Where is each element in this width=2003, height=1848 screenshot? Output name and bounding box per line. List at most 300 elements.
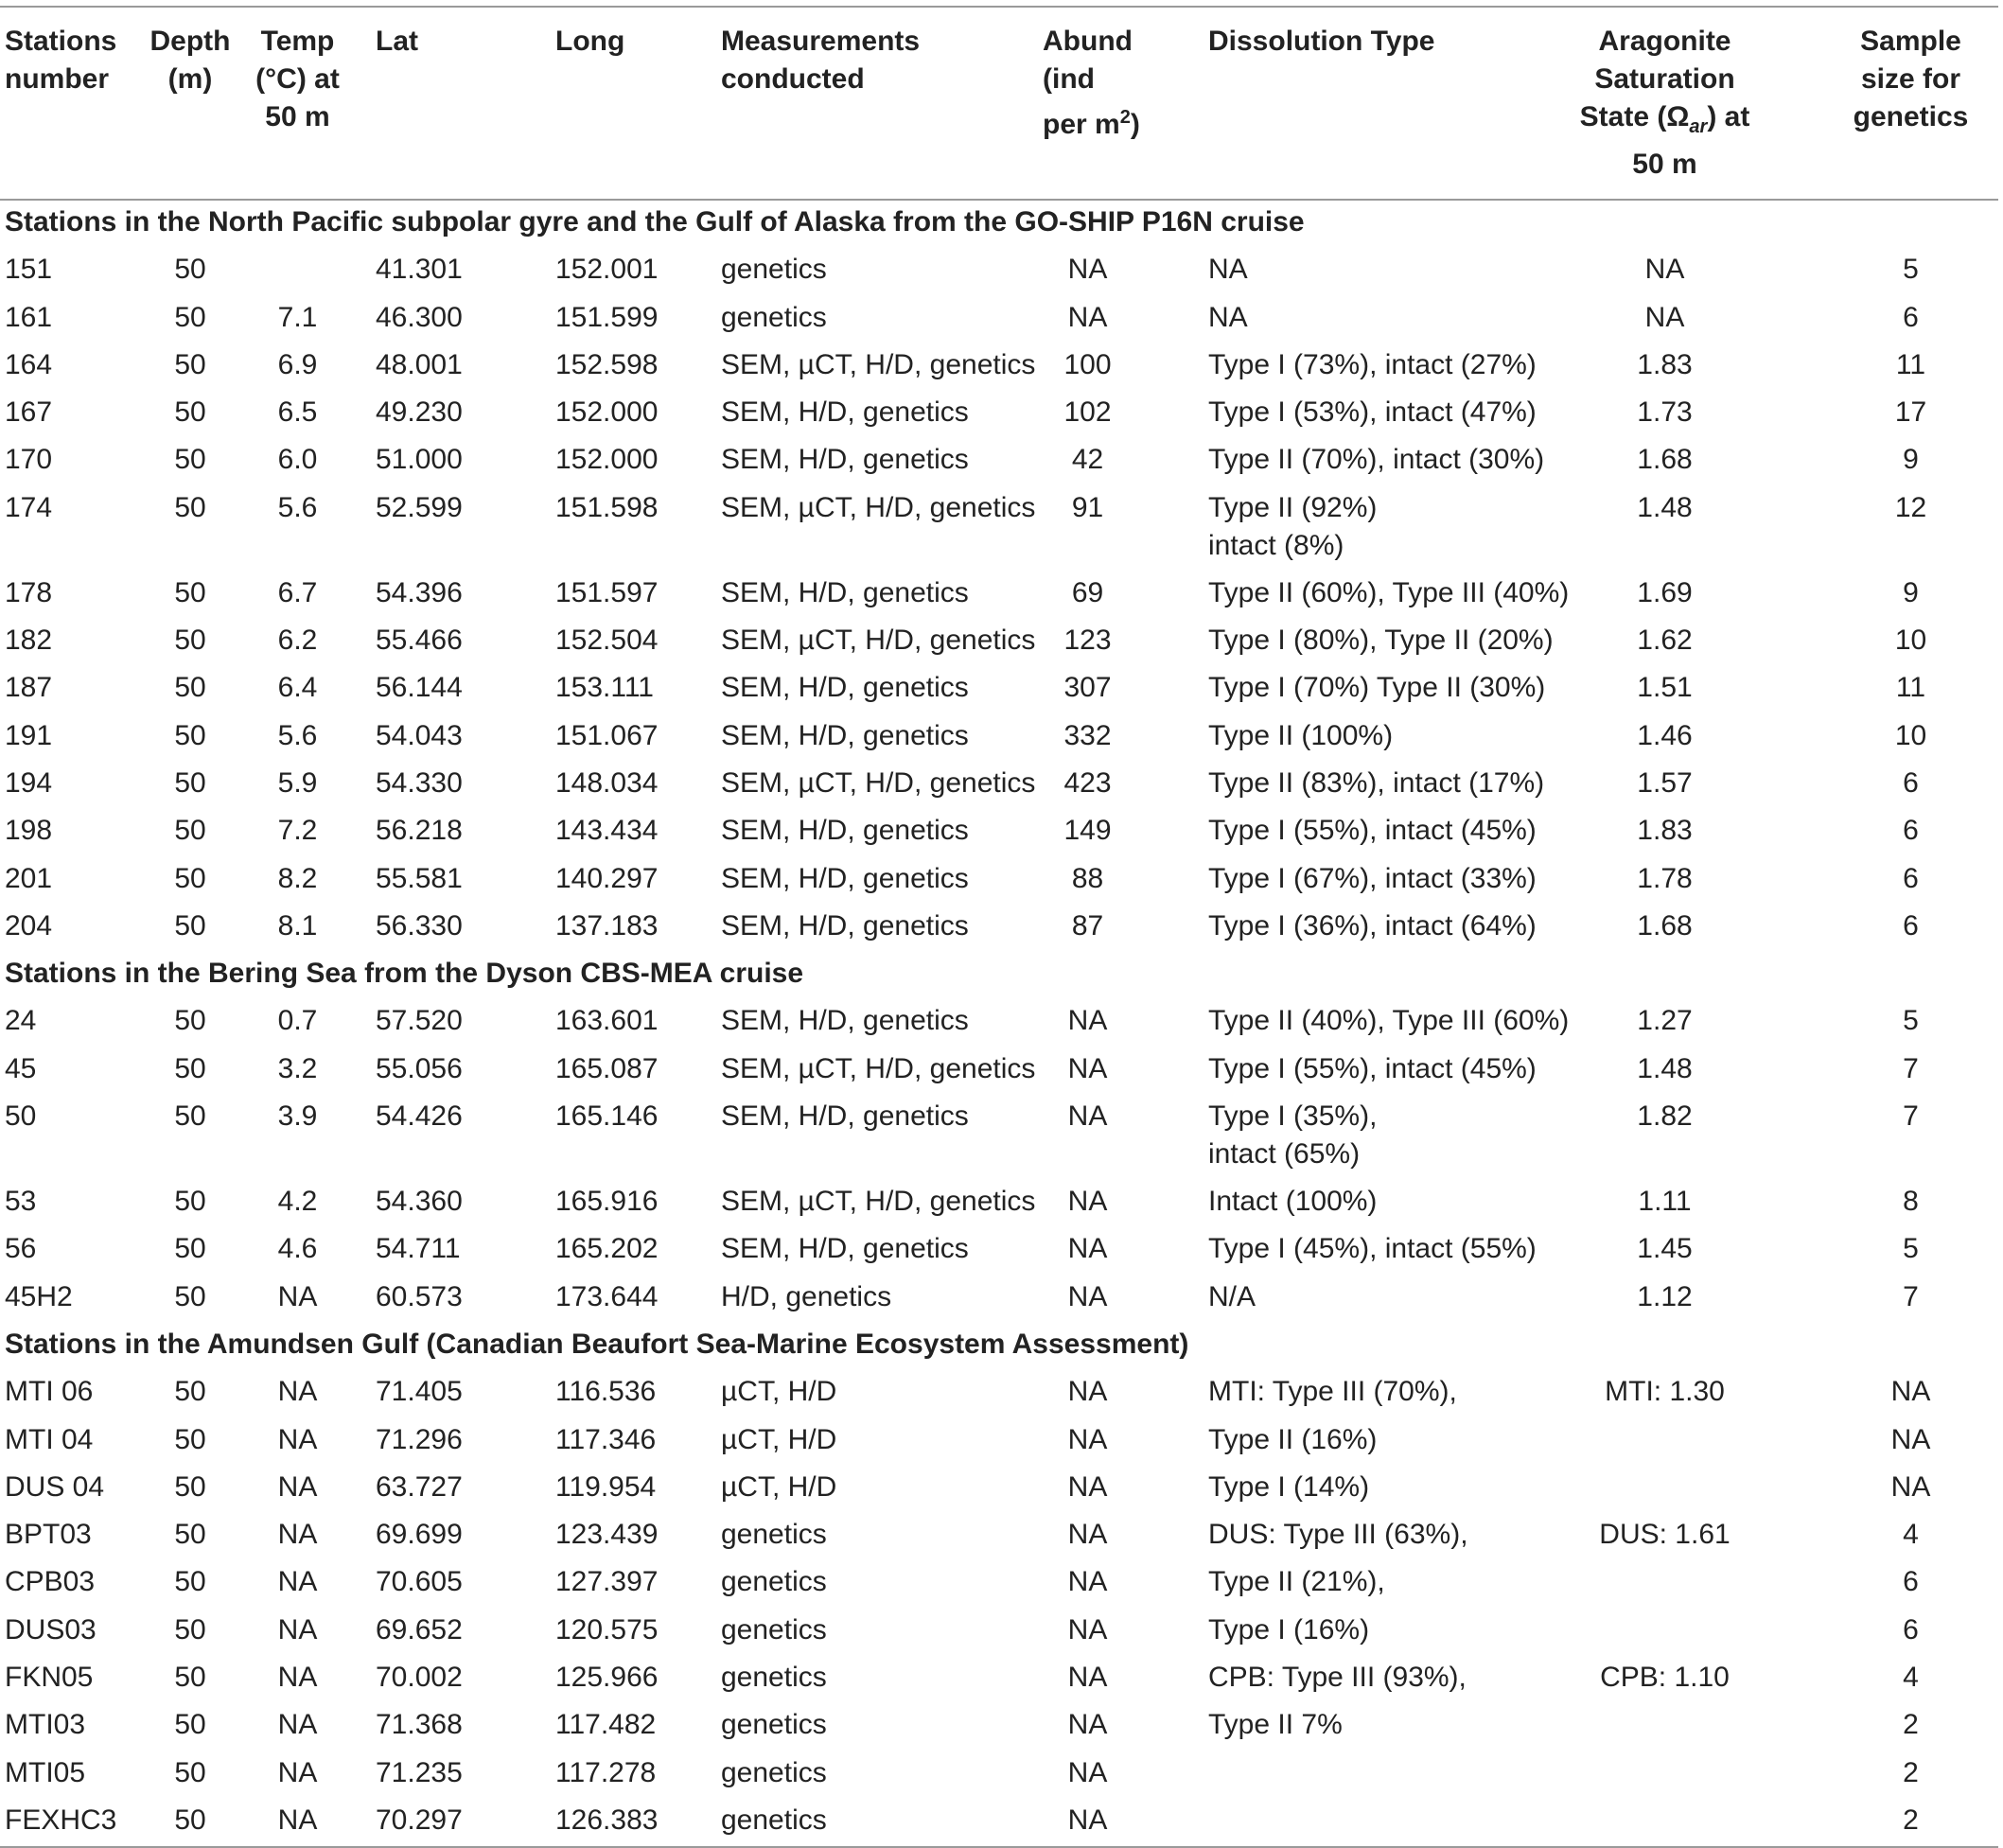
header-depth: Depth (m) <box>149 26 231 95</box>
cell-aragonite: 1.83 <box>1637 348 1693 380</box>
dissolution-line: Type II (60%), Type III (40%) <box>1208 576 1570 608</box>
cell-long: 148.034 <box>555 766 659 799</box>
cell-long: 151.599 <box>555 301 659 333</box>
dissolution-line: Type I (73%), intact (27%) <box>1208 348 1537 380</box>
table-row <box>0 1560 1998 1608</box>
cell-lat: 48.001 <box>376 348 463 380</box>
cell-station: 45H2 <box>5 1280 73 1312</box>
cell-temp: NA <box>277 1519 318 1551</box>
cell-sample-size: 6 <box>1903 1613 1919 1646</box>
cell-abundance: NA <box>1067 1376 1108 1408</box>
cell-dissolution <box>1189 714 1563 762</box>
cell-dissolution <box>1189 343 1563 391</box>
cell-lat: 56.330 <box>376 909 463 942</box>
cell-long: 165.202 <box>555 1233 659 1265</box>
cell-long: 123.439 <box>555 1519 659 1551</box>
cell-temp: NA <box>277 1423 318 1455</box>
cell-temp: NA <box>277 1280 318 1312</box>
table-row <box>0 1466 1998 1513</box>
cell-abundance: 102 <box>1063 396 1112 429</box>
cell-abundance: NA <box>1067 1566 1108 1598</box>
cell-aragonite: 1.68 <box>1637 909 1693 942</box>
table-row <box>0 572 1998 619</box>
cell-temp: 7.2 <box>277 815 318 847</box>
cell-lat: 46.300 <box>376 301 463 333</box>
header-measurements: Measurements conducted <box>721 26 921 95</box>
cell-abundance: NA <box>1067 1100 1108 1133</box>
cell-dissolution <box>1189 809 1563 856</box>
cell-long: 116.536 <box>555 1376 657 1408</box>
cell-depth: 50 <box>174 862 206 894</box>
cell-sample-size: 5 <box>1903 1233 1919 1265</box>
cell-lat: 71.235 <box>376 1756 463 1788</box>
cell-abundance: 423 <box>1063 766 1112 799</box>
cell-aragonite: 1.11 <box>1638 1186 1692 1218</box>
cell-sample-size: 9 <box>1903 444 1919 476</box>
cell-dissolution <box>1189 1418 1563 1466</box>
cell-station: 182 <box>5 625 53 657</box>
cell-station: 178 <box>5 576 53 608</box>
cell-dissolution <box>1189 1656 1563 1703</box>
cell-temp: NA <box>277 1470 318 1503</box>
cell-long: 137.183 <box>555 909 659 942</box>
cell-dissolution <box>1189 1047 1563 1095</box>
cell-lat: 51.000 <box>376 444 463 476</box>
dissolution-line-continued: intact (65%) <box>1208 1138 1361 1170</box>
cell-lat: 71.296 <box>376 1423 463 1455</box>
cell-station: FKN05 <box>5 1662 94 1694</box>
table-row <box>0 1276 1998 1323</box>
cell-depth: 50 <box>174 1280 206 1312</box>
cell-station: 24 <box>5 1005 37 1037</box>
cell-long: 140.297 <box>555 862 659 894</box>
cell-lat: 55.466 <box>376 625 463 657</box>
cell-temp: 7.1 <box>277 301 318 333</box>
cell-temp: 6.9 <box>277 348 318 380</box>
cell-lat: 55.581 <box>376 862 463 894</box>
cell-station: 170 <box>5 444 53 476</box>
cell-measurements: SEM, H/D, genetics <box>721 576 969 608</box>
cell-aragonite: NA <box>1644 301 1685 333</box>
cell-measurements: genetics <box>721 1662 827 1694</box>
table-row <box>0 1799 1998 1847</box>
cell-measurements: genetics <box>721 1709 827 1741</box>
cell-station: 204 <box>5 909 53 942</box>
cell-measurements: µCT, H/D <box>721 1423 837 1455</box>
header-abundance: Abund (ind per $m^2$) <box>1043 26 1140 140</box>
cell-long: 165.146 <box>555 1100 659 1133</box>
cell-long: 120.575 <box>555 1613 659 1646</box>
cell-abundance: NA <box>1067 1756 1108 1788</box>
cell-abundance: NA <box>1067 254 1108 286</box>
cell-sample-size: 11 <box>1895 348 1926 380</box>
cell-lat: 54.396 <box>376 576 463 608</box>
cell-long: 119.954 <box>555 1470 657 1503</box>
cell-temp: 4.6 <box>277 1233 318 1265</box>
cell-lat: 54.360 <box>376 1186 463 1218</box>
section-title: Stations in the Amundsen Gulf (Canadian Beaufort Sea-Marine Ecosystem Assessment) <box>5 1328 1189 1360</box>
header-temp: Temp (°C) at 50 m <box>255 26 340 132</box>
dissolution-line: MTI: Type III (70%), <box>1208 1376 1457 1408</box>
cell-long: 152.000 <box>555 444 659 476</box>
cell-measurements: genetics <box>721 1756 827 1788</box>
cell-sample-size: 5 <box>1903 1005 1919 1037</box>
cell-aragonite: 1.48 <box>1637 491 1693 523</box>
table-row <box>0 391 1998 438</box>
cell-depth: 50 <box>174 1052 206 1084</box>
cell-aragonite <box>1563 1703 1766 1751</box>
cell-aragonite: NA <box>1644 254 1685 286</box>
table-body <box>0 200 1998 1847</box>
cell-aragonite <box>1563 1418 1766 1466</box>
dissolution-line: Type I (70%) Type II (30%) <box>1208 672 1546 704</box>
cell-depth: 50 <box>174 719 206 751</box>
table-row <box>0 438 1998 485</box>
cell-aragonite: 1.51 <box>1637 672 1693 704</box>
cell-dissolution <box>1189 1703 1563 1751</box>
cell-station: FEXHC3 <box>5 1804 117 1836</box>
cell-sample-size: 12 <box>1894 491 1927 523</box>
cell-lat: 71.405 <box>376 1376 463 1408</box>
dissolution-line: Type II (40%), Type III (60%) <box>1208 1005 1570 1037</box>
cell-aragonite <box>1563 1609 1766 1656</box>
cell-measurements: SEM, µCT, H/D, genetics <box>721 766 1036 799</box>
cell-station: DUS03 <box>5 1613 97 1646</box>
cell-depth: 50 <box>174 444 206 476</box>
cell-lat: 49.230 <box>376 396 463 429</box>
table-row <box>0 1180 1998 1227</box>
cell-depth: 50 <box>174 672 206 704</box>
cell-long: 152.598 <box>555 348 659 380</box>
cell-sample-size: 7 <box>1903 1052 1919 1084</box>
cell-station: MTI 04 <box>5 1423 94 1455</box>
cell-abundance: NA <box>1067 1052 1108 1084</box>
cell-lat: 71.368 <box>376 1709 463 1741</box>
dissolution-line: Type II (83%), intact (17%) <box>1208 766 1545 799</box>
table-row <box>0 1703 1998 1751</box>
cell-temp: 6.7 <box>277 576 318 608</box>
cell-depth: 50 <box>174 396 206 429</box>
cell-station: 53 <box>5 1186 37 1218</box>
cell-abundance: NA <box>1067 1804 1108 1836</box>
cell-station: 191 <box>5 719 53 751</box>
cell-lat: 55.056 <box>376 1052 463 1084</box>
cell-long: 143.434 <box>555 815 659 847</box>
cell-depth: 50 <box>174 1613 206 1646</box>
cell-depth: 50 <box>174 625 206 657</box>
cell-lat: 54.711 <box>376 1233 461 1265</box>
cell-lat: 70.002 <box>376 1662 463 1694</box>
header-long: Long <box>555 26 625 57</box>
cell-dissolution <box>1189 1276 1563 1323</box>
cell-abundance: NA <box>1067 1519 1108 1551</box>
cell-station: 164 <box>5 348 53 380</box>
cell-lat: 54.330 <box>376 766 463 799</box>
cell-abundance: NA <box>1067 301 1108 333</box>
cell-depth: 50 <box>174 1709 206 1741</box>
cell-aragonite: 1.45 <box>1637 1233 1693 1265</box>
cell-aragonite: 1.82 <box>1637 1100 1693 1133</box>
cell-sample-size: 6 <box>1903 301 1919 333</box>
cell-long: 125.966 <box>555 1662 659 1694</box>
cell-measurements: genetics <box>721 1566 827 1598</box>
cell-abundance: 88 <box>1071 862 1104 894</box>
cell-abundance: 149 <box>1063 815 1112 847</box>
table-row <box>0 666 1998 713</box>
dissolution-line: Type I (45%), intact (55%) <box>1208 1233 1537 1265</box>
cell-temp: 8.1 <box>277 909 318 942</box>
dissolution-line: Type II (70%), intact (30%) <box>1208 444 1545 476</box>
cell-measurements: SEM, µCT, H/D, genetics <box>721 348 1036 380</box>
cell-depth: 50 <box>174 1470 206 1503</box>
cell-temp: NA <box>277 1613 318 1646</box>
cell-sample-size: 9 <box>1903 576 1919 608</box>
dissolution-line: Type I (67%), intact (33%) <box>1208 862 1537 894</box>
section-header-row <box>0 1323 1998 1370</box>
cell-sample-size: 2 <box>1903 1709 1919 1741</box>
cell-dissolution <box>1189 296 1563 343</box>
cell-depth: 50 <box>174 1005 206 1037</box>
cell-depth: 50 <box>174 254 206 286</box>
table-row <box>0 1751 1998 1799</box>
cell-station: 167 <box>5 396 53 429</box>
cell-station: 201 <box>5 862 53 894</box>
cell-temp: 3.9 <box>277 1100 318 1133</box>
table-row <box>0 343 1998 391</box>
cell-abundance: NA <box>1067 1613 1108 1646</box>
cell-aragonite: MTI: 1.30 <box>1605 1376 1725 1408</box>
cell-measurements: SEM, H/D, genetics <box>721 1100 969 1133</box>
dissolution-line: NA <box>1208 254 1248 286</box>
cell-lat: 63.727 <box>376 1470 463 1503</box>
cell-abundance: 87 <box>1071 909 1104 942</box>
cell-measurements: SEM, H/D, genetics <box>721 719 969 751</box>
table-row <box>0 1418 1998 1466</box>
cell-temp: 8.2 <box>277 862 318 894</box>
cell-sample-size: 7 <box>1903 1100 1919 1133</box>
cell-station: 194 <box>5 766 53 799</box>
cell-station: CPB03 <box>5 1566 96 1598</box>
cell-lat: 69.652 <box>376 1613 463 1646</box>
cell-long: 117.278 <box>555 1756 657 1788</box>
dissolution-line: Intact (100%) <box>1208 1186 1378 1218</box>
cell-depth: 50 <box>174 909 206 942</box>
cell-measurements: SEM, H/D, genetics <box>721 1005 969 1037</box>
table-row <box>0 1095 1998 1180</box>
cell-lat: 70.605 <box>376 1566 463 1598</box>
dissolution-line: Type II (16%) <box>1208 1423 1378 1455</box>
dissolution-line-continued: intact (8%) <box>1208 529 1344 561</box>
dissolution-line: NA <box>1208 301 1248 333</box>
cell-temp: NA <box>277 1662 318 1694</box>
cell-abundance: NA <box>1067 1233 1108 1265</box>
cell-abundance: 100 <box>1063 348 1112 380</box>
cell-sample-size: 11 <box>1895 672 1926 704</box>
cell-measurements: genetics <box>721 1519 827 1551</box>
cell-measurements: SEM, H/D, genetics <box>721 1233 969 1265</box>
dissolution-line: Type II 7% <box>1208 1709 1343 1741</box>
cell-station: 198 <box>5 815 53 847</box>
cell-aragonite: 1.27 <box>1637 1005 1693 1037</box>
cell-dissolution <box>1189 1466 1563 1513</box>
cell-measurements: SEM, µCT, H/D, genetics <box>721 1186 1036 1218</box>
cell-sample-size: 6 <box>1903 862 1919 894</box>
cell-lat: 52.599 <box>376 491 463 523</box>
table-row <box>0 296 1998 343</box>
cell-depth: 50 <box>174 1186 206 1218</box>
cell-sample-size: 5 <box>1903 254 1919 286</box>
cell-measurements: genetics <box>721 1804 827 1836</box>
cell-measurements: SEM, H/D, genetics <box>721 862 969 894</box>
cell-measurements: SEM, H/D, genetics <box>721 909 969 942</box>
cell-long: 152.504 <box>555 625 659 657</box>
cell-long: 152.001 <box>555 254 659 286</box>
cell-aragonite: 1.46 <box>1637 719 1693 751</box>
cell-measurements: SEM, H/D, genetics <box>721 444 969 476</box>
cell-station: 161 <box>5 301 53 333</box>
cell-depth: 50 <box>174 1423 206 1455</box>
cell-dissolution <box>1189 619 1563 666</box>
cell-station: 151 <box>5 254 53 286</box>
section-header-row <box>0 952 1998 999</box>
header-lat: Lat <box>376 26 418 57</box>
cell-lat: 54.043 <box>376 719 463 751</box>
cell-lat: 69.699 <box>376 1519 463 1551</box>
cell-dissolution <box>1189 999 1570 1047</box>
cell-sample-size: 10 <box>1894 719 1927 751</box>
cell-temp: 6.0 <box>277 444 318 476</box>
cell-sample-size: 6 <box>1903 815 1919 847</box>
cell-depth: 50 <box>174 1662 206 1694</box>
cell-sample-size: NA <box>1890 1423 1931 1455</box>
cell-station: 45 <box>5 1052 37 1084</box>
table-row <box>0 486 1998 572</box>
cell-sample-size: 17 <box>1894 396 1927 429</box>
dissolution-line: Type I (36%), intact (64%) <box>1208 909 1537 942</box>
cell-measurements: SEM, µCT, H/D, genetics <box>721 625 1036 657</box>
cell-long: 152.000 <box>555 396 659 429</box>
cell-lat: 56.218 <box>376 815 463 847</box>
cell-aragonite <box>1563 1799 1766 1847</box>
cell-station: MTI 06 <box>5 1376 94 1408</box>
cell-aragonite <box>1563 1466 1766 1513</box>
dissolution-line: Type I (53%), intact (47%) <box>1208 396 1537 429</box>
cell-temp: 5.6 <box>277 719 318 751</box>
table-row <box>0 619 1998 666</box>
cell-depth: 50 <box>174 348 206 380</box>
dissolution-line: Type I (35%), <box>1208 1100 1378 1133</box>
cell-aragonite: 1.78 <box>1637 862 1693 894</box>
cell-sample-size: 6 <box>1903 1566 1919 1598</box>
cell-depth: 50 <box>174 301 206 333</box>
dissolution-line: Type I (16%) <box>1208 1613 1370 1646</box>
cell-measurements: genetics <box>721 254 827 286</box>
cell-dissolution <box>1189 762 1563 809</box>
section-title: Stations in the Bering Sea from the Dyson CBS-MEA cruise <box>5 958 804 990</box>
cell-abundance: NA <box>1067 1186 1108 1218</box>
cell-abundance: NA <box>1067 1005 1108 1037</box>
cell-aragonite: 1.57 <box>1637 766 1693 799</box>
cell-aragonite: 1.83 <box>1637 815 1693 847</box>
cell-dissolution <box>1189 438 1563 485</box>
section-title: Stations in the North Pacific subpolar gyre and the Gulf of Alaska from the GO-SHIP P16N cruise <box>5 206 1305 238</box>
table-row <box>0 762 1998 809</box>
cell-temp: 6.5 <box>277 396 318 429</box>
cell-measurements: SEM, µCT, H/D, genetics <box>721 491 1036 523</box>
cell-dissolution <box>1189 1609 1563 1656</box>
stations-table <box>0 6 1998 1848</box>
cell-dissolution <box>1189 905 1563 952</box>
cell-abundance: NA <box>1067 1423 1108 1455</box>
table-row <box>0 1656 1998 1703</box>
header-row <box>0 7 1998 200</box>
cell-depth: 50 <box>174 1804 206 1836</box>
table-row <box>0 999 1998 1047</box>
cell-lat: 54.426 <box>376 1100 463 1133</box>
cell-abundance: NA <box>1067 1662 1108 1694</box>
dissolution-line: Type II (92%) <box>1208 491 1378 523</box>
cell-long: 117.482 <box>555 1709 657 1741</box>
cell-dissolution <box>1189 486 1563 572</box>
cell-dissolution <box>1189 1799 1563 1847</box>
table-row <box>0 714 1998 762</box>
cell-station: 50 <box>5 1100 37 1133</box>
cell-lat: 60.573 <box>376 1280 463 1312</box>
header-aragonite: Aragonite Saturation State $(\Omega_{ar})$ at 50 m <box>1579 26 1750 180</box>
cell-dissolution <box>1189 1370 1563 1417</box>
cell-sample-size: 6 <box>1903 909 1919 942</box>
cell-dissolution <box>1189 572 1570 619</box>
cell-sample-size: NA <box>1890 1470 1931 1503</box>
cell-depth: 50 <box>174 766 206 799</box>
section-header-row <box>0 200 1998 248</box>
cell-aragonite: 1.12 <box>1637 1280 1693 1312</box>
cell-depth: 50 <box>174 1756 206 1788</box>
cell-sample-size: 7 <box>1903 1280 1919 1312</box>
header-sample-size: Sample size for genetics <box>1853 26 1969 132</box>
cell-aragonite: DUS: 1.61 <box>1599 1519 1731 1551</box>
cell-depth: 50 <box>174 1566 206 1598</box>
table-row <box>0 1227 1998 1275</box>
cell-dissolution <box>1189 248 1563 295</box>
cell-abundance: 332 <box>1063 719 1112 751</box>
cell-measurements: SEM, µCT, H/D, genetics <box>721 1052 1036 1084</box>
cell-dissolution <box>1189 1227 1563 1275</box>
dissolution-line: Type II (100%) <box>1208 719 1394 751</box>
cell-temp: 3.2 <box>277 1052 318 1084</box>
table-row <box>0 857 1998 905</box>
cell-abundance: 91 <box>1071 491 1104 523</box>
cell-temp: 6.2 <box>277 625 318 657</box>
cell-long: 127.397 <box>555 1566 659 1598</box>
table-row <box>0 905 1998 952</box>
cell-dissolution <box>1189 1180 1563 1227</box>
cell-dissolution <box>1189 391 1563 438</box>
cell-measurements: H/D, genetics <box>721 1280 892 1312</box>
dissolution-line: DUS: Type III (63%), <box>1208 1519 1468 1551</box>
cell-abundance: NA <box>1067 1470 1108 1503</box>
table-row <box>0 1513 1998 1560</box>
cell-temp: 5.9 <box>277 766 318 799</box>
dissolution-line: Type I (80%), Type II (20%) <box>1208 625 1554 657</box>
cell-dissolution <box>1189 857 1563 905</box>
cell-long: 163.601 <box>555 1005 659 1037</box>
header-dissolution-type: Dissolution Type <box>1208 26 1435 57</box>
cell-aragonite <box>1563 1560 1766 1608</box>
cell-depth: 50 <box>174 815 206 847</box>
cell-measurements: genetics <box>721 1613 827 1646</box>
cell-temp: NA <box>277 1566 318 1598</box>
